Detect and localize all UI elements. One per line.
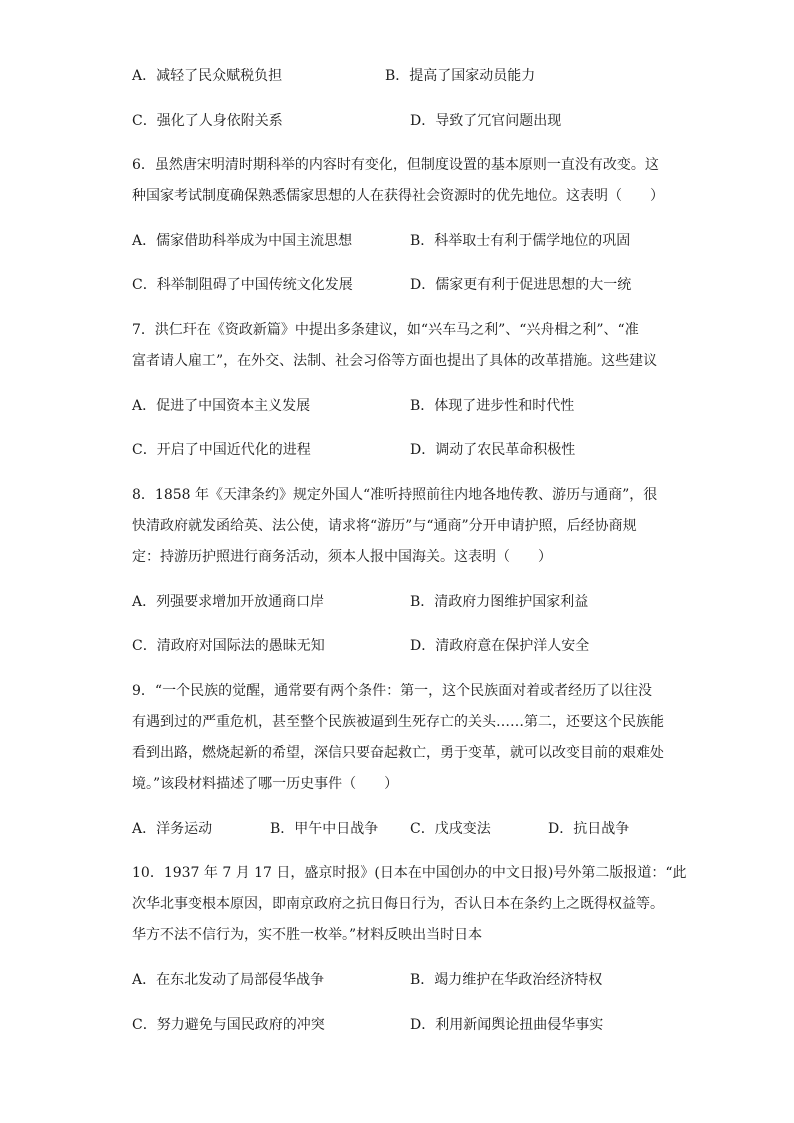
q9-option-a: A．洋务运动 bbox=[132, 821, 213, 837]
q9-stem-line-1: 9．“一个民族的觉醒，通常要有两个条件：第一，这个民族面对着或者经历了以往没 bbox=[132, 683, 653, 699]
q8-option-d: D．清政府意在保护洋人安全 bbox=[410, 638, 590, 654]
q9-stem-line-4: 境。”该段材料描述了哪一历史事件（ ） bbox=[132, 776, 399, 792]
q7-option-d: D．调动了农民革命积极性 bbox=[410, 442, 576, 458]
q8-stem-line-2: 快清政府就发函给英、法公使，请求将“游历”与“通商”分开申请护照，后经协商规 bbox=[132, 518, 637, 534]
q6-option-a: A．儒家借助科举成为中国主流思想 bbox=[132, 233, 353, 249]
q5-option-a: A．减轻了民众赋税负担 bbox=[132, 68, 283, 84]
q5-option-b: B．提高了国家动员能力 bbox=[385, 68, 536, 84]
q7-option-c: C．开启了中国近代化的进程 bbox=[132, 442, 311, 458]
q7-option-b: B．体现了进步性和时代性 bbox=[410, 398, 575, 414]
q10-option-b: B．竭力维护在华政治经济特权 bbox=[410, 972, 603, 988]
q10-stem-line-2: 次华北事变根本原因，即南京政府之抗日侮日行为，否认日本在条约上之既得权益等。 bbox=[132, 896, 664, 912]
q9-option-d: D．抗日战争 bbox=[548, 821, 630, 837]
q6-stem-line-2: 种国家考试制度确保熟悉儒家思想的人在获得社会资源时的优先地位。这表明（ ） bbox=[132, 188, 664, 204]
q10-stem-line-1: 10．1937 年 7 月 17 日，盛京时报》(日本在中国创办的中文日报)号外第二版报道：“此 bbox=[132, 865, 687, 881]
q6-option-d: D．儒家更有利于促进思想的大一统 bbox=[410, 277, 632, 293]
q6-stem-line-1: 6．虽然唐宋明清时期科举的内容时有变化，但制度设置的基本原则一直没有改变。这 bbox=[132, 157, 659, 173]
q5-option-d: D．导致了冗官问题出现 bbox=[410, 113, 562, 129]
q8-option-c: C．清政府对国际法的愚昧无知 bbox=[132, 638, 325, 654]
q7-stem-line-2: 富者请人雇工”，在外交、法制、社会习俗等方面也提出了具体的改革措施。这些建议 bbox=[132, 353, 658, 369]
q8-stem-line-1: 8．1858 年《天津条约》规定外国人“准听持照前往内地各地传教、游历与通商”，很 bbox=[132, 487, 658, 503]
q9-option-c: C．戊戌变法 bbox=[410, 821, 491, 837]
q7-option-a: A．促进了中国资本主义发展 bbox=[132, 398, 311, 414]
q10-option-a: A．在东北发动了局部侵华战争 bbox=[132, 972, 325, 988]
q8-stem-line-3: 定：持游历护照进行商务活动，须本人报中国海关。这表明（ ） bbox=[132, 549, 552, 565]
q10-stem-line-3: 华方不法不信行为，实不胜一枚举。”材料反映出当时日本 bbox=[132, 927, 483, 943]
q7-stem-line-1: 7．洪仁玕在《资政新篇》中提出多条建议，如“兴车马之利”、“兴舟楫之利”、“准 bbox=[132, 322, 639, 338]
q6-option-b: B．科举取士有利于儒学地位的巩固 bbox=[410, 233, 631, 249]
q9-option-b: B．甲午中日战争 bbox=[270, 821, 379, 837]
q10-option-d: D．利用新闻舆论扭曲侵华事实 bbox=[410, 1017, 604, 1033]
q8-option-b: B．清政府力图维护国家利益 bbox=[410, 594, 589, 610]
q6-option-c: C．科举制阻碍了中国传统文化发展 bbox=[132, 277, 353, 293]
q5-option-c: C．强化了人身依附关系 bbox=[132, 113, 283, 129]
q10-option-c: C．努力避免与国民政府的冲突 bbox=[132, 1017, 325, 1033]
q8-option-a: A．列强要求增加开放通商口岸 bbox=[132, 594, 325, 610]
q9-stem-line-2: 有遇到过的严重危机，甚至整个民族被逼到生死存亡的关头……第二，还要这个民族能 bbox=[132, 714, 664, 730]
q9-stem-line-3: 看到出路，燃烧起新的希望，深信只要奋起救亡，勇于变革，就可以改变目前的艰难处 bbox=[132, 745, 664, 761]
